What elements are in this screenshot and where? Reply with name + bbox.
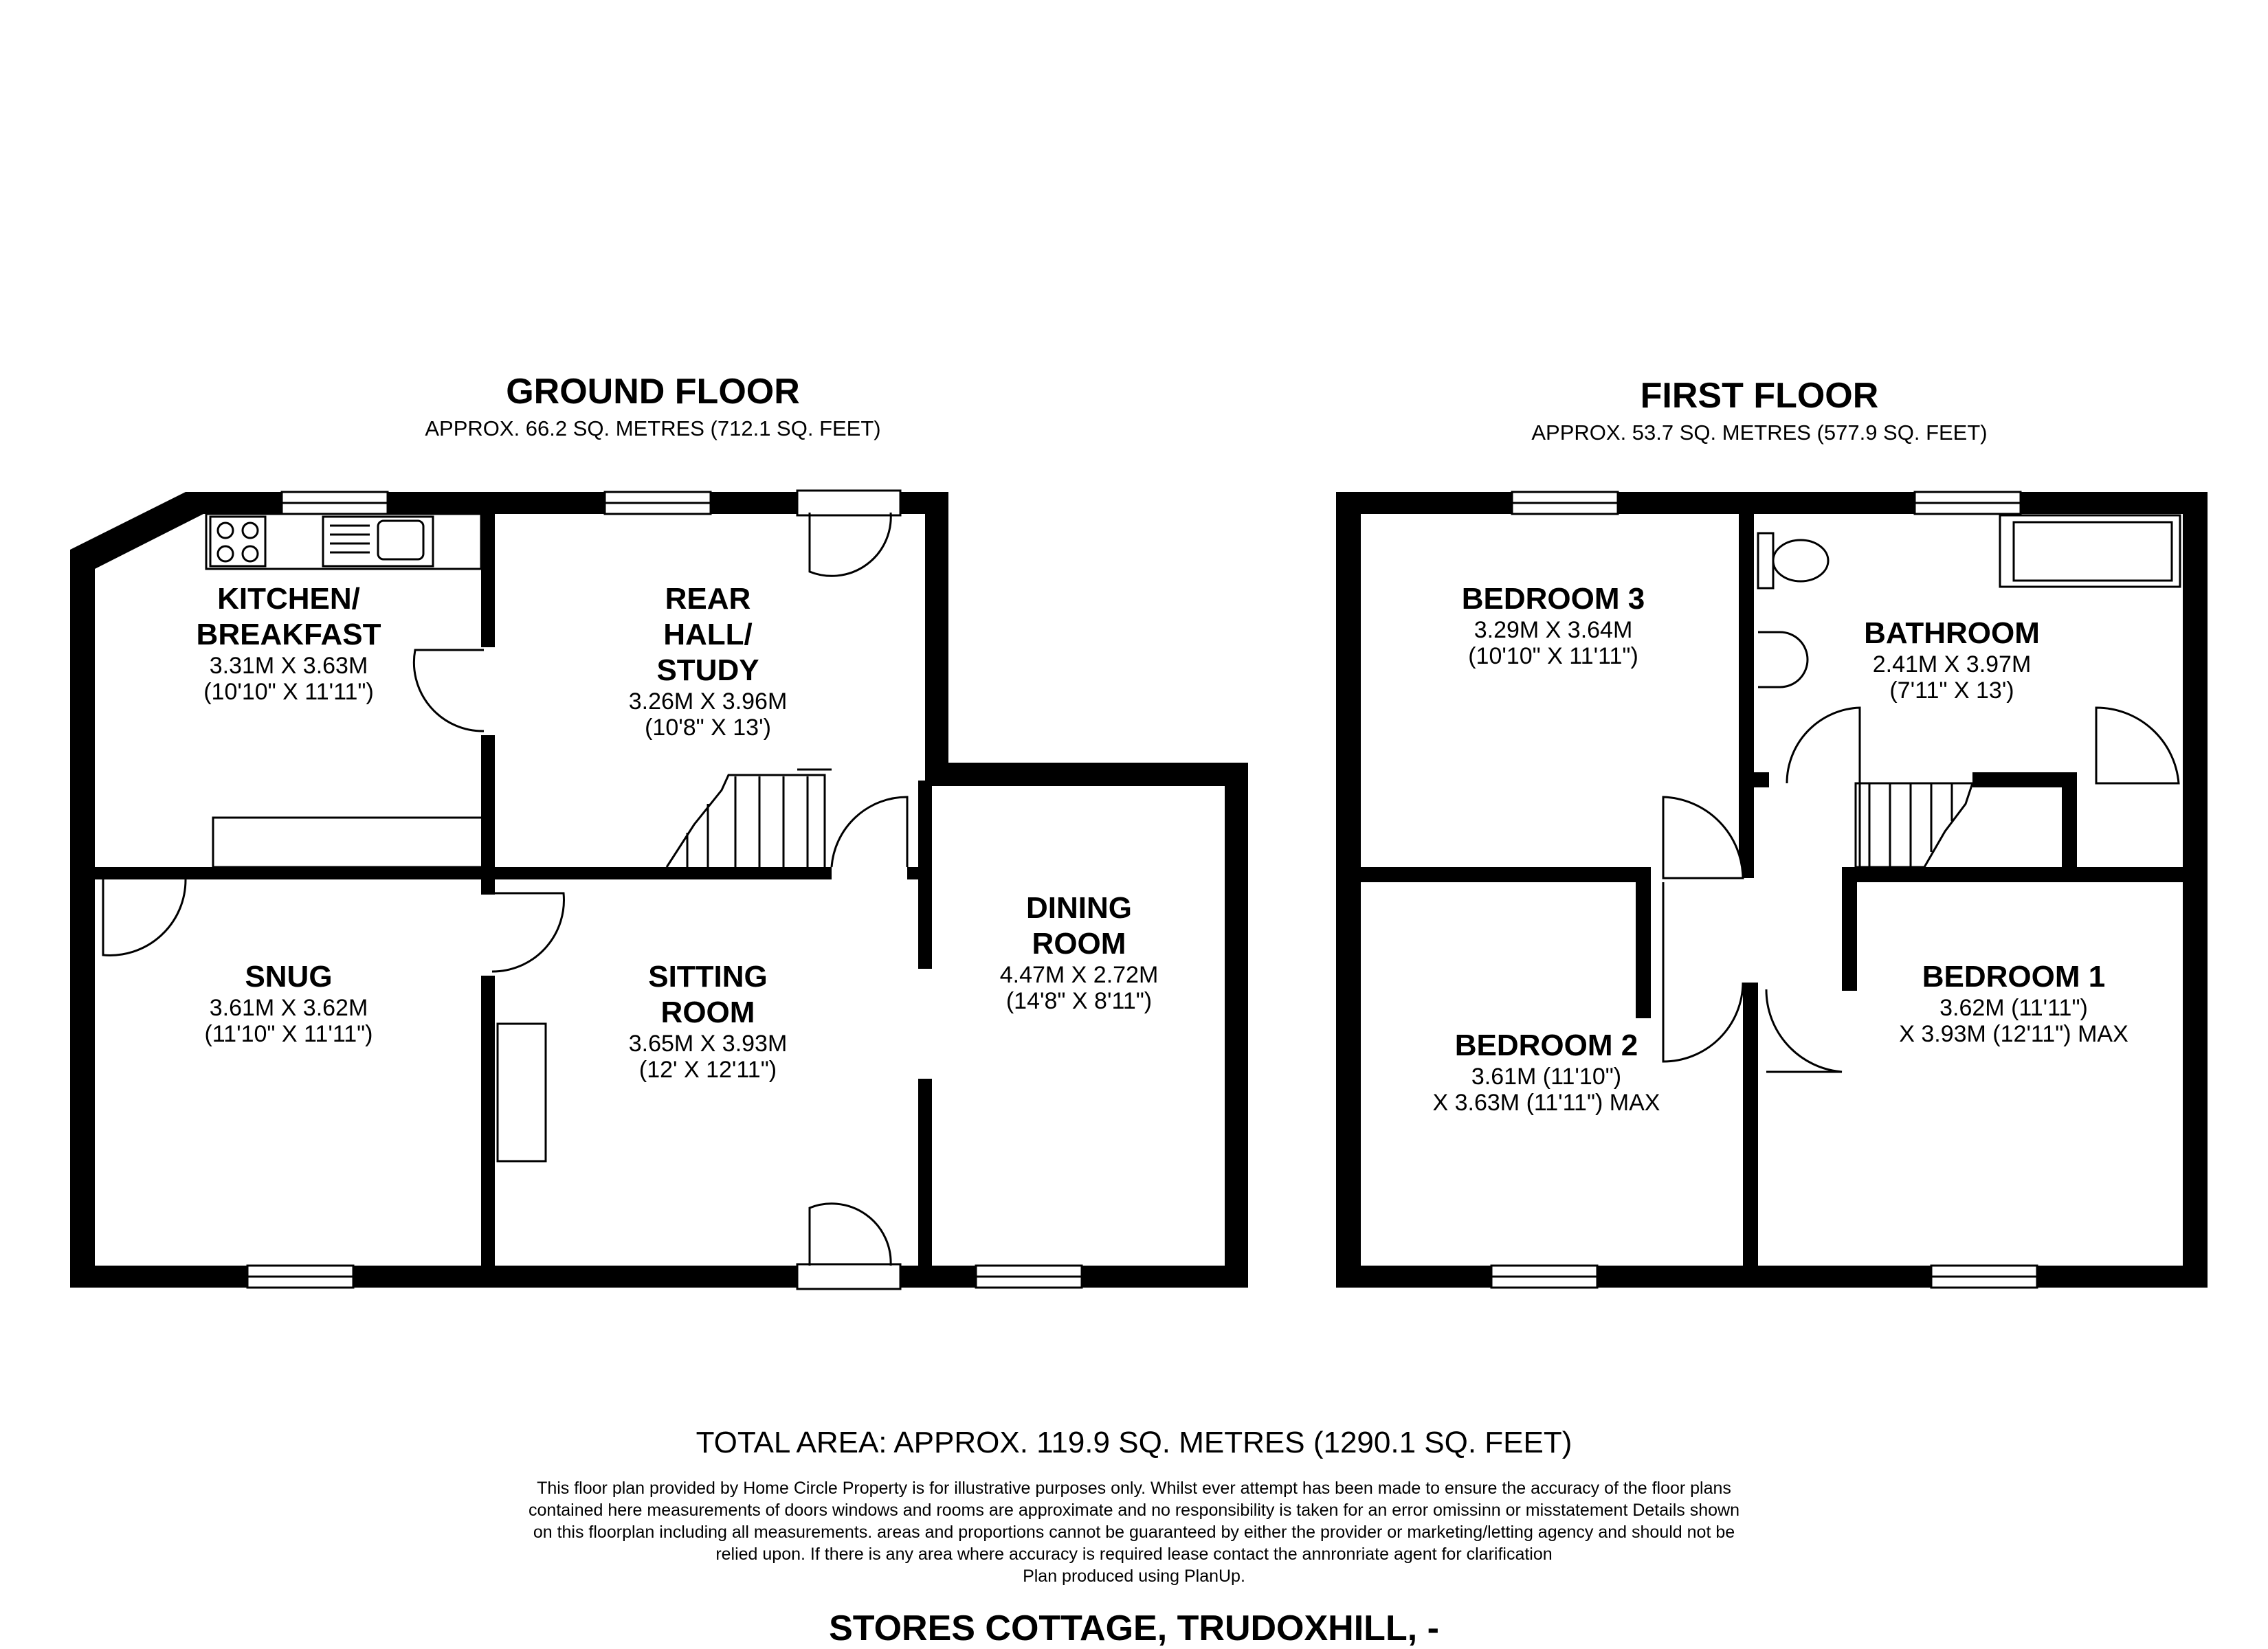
fireplace <box>498 1024 546 1161</box>
room-dimensions: 2.41M X 3.97M <box>1872 651 2032 677</box>
bed1-door-swing <box>1766 989 1842 1072</box>
room-dimensions-imperial: (14'8" X 8'11") <box>1005 988 1153 1014</box>
dining-north-wall <box>925 763 1248 786</box>
room-name-line: BEDROOM 2 <box>1454 1029 1638 1062</box>
ff-east-wall <box>2183 492 2208 1288</box>
room-dimensions-imperial: (10'10" X 11'11") <box>1468 643 1638 669</box>
room-bathroom <box>1814 616 2089 704</box>
bath-door-swing-left <box>1787 708 1860 878</box>
dining-east-wall <box>1225 763 1248 1288</box>
room-name-line: BATHROOM <box>1864 616 2040 650</box>
disclaimer-line: relied upon. If there is any area where accuracy is required lease contact the annronriate agent for clarification <box>715 1545 1553 1564</box>
bath-tub <box>2000 515 2180 587</box>
sitting-door-swing <box>492 893 564 972</box>
room-name-line: HALL/ <box>663 618 753 651</box>
ff-south-wall <box>1336 1266 2208 1288</box>
room-snug <box>144 959 433 1047</box>
bed2-bed1-wall <box>1743 983 1758 1278</box>
sink-bowl <box>378 521 423 559</box>
room-name-line: SNUG <box>245 960 333 994</box>
room-rear-hall-study <box>570 581 845 741</box>
front-door-swing <box>810 1204 891 1266</box>
room-dimensions-imperial: (10'8" X 13') <box>645 715 771 741</box>
room-name-line: BEDROOM 3 <box>1461 582 1645 616</box>
room-dimensions: 4.47M X 2.72M <box>999 962 1159 988</box>
room-dimensions: 3.61M (11'10") <box>1471 1064 1622 1090</box>
room-dimensions: 3.62M (11'11") <box>1939 995 2088 1021</box>
room-name-line: STUDY <box>656 653 759 687</box>
bath-door-swing-right <box>2096 708 2179 783</box>
disclaimer-line: This floor plan provided by Home Circle Property is for illustrative purposes only. Whilst ever attempt has been made to ensure the accuracy of the floor plans <box>537 1479 1731 1498</box>
room-name-line: BEDROOM 1 <box>1922 960 2106 994</box>
rear-door-gap <box>797 491 900 515</box>
ff-north-wall <box>1336 492 2208 514</box>
room-bedroom-3 <box>1409 581 1698 669</box>
room-name-line: ROOM <box>660 996 755 1029</box>
snug-sitting-wall-lower <box>481 976 495 1278</box>
stair-top-wall <box>1972 772 2076 787</box>
bath-lower-wall-left <box>1754 772 1769 787</box>
disclaimer-line: on this floorplan including all measurements. areas and proportions cannot be guaranteed by either the provider or marketing/letting agency and should not be <box>533 1523 1735 1542</box>
dining-west-wall-lower <box>918 1079 932 1278</box>
room-name-line: REAR <box>665 582 751 616</box>
room-dimensions: 3.29M X 3.64M <box>1474 617 1633 643</box>
property-address: STORES COTTAGE, TRUDOXHILL, - <box>829 1608 1439 1648</box>
room-dimensions-imperial: (10'10" X 11'11") <box>203 679 374 705</box>
ff-west-wall <box>1336 492 1361 1288</box>
first-floor-area: APPROX. 53.7 SQ. METRES (577.9 SQ. FEET) <box>1531 420 1988 445</box>
room-kitchen <box>151 581 426 705</box>
toilet-cistern <box>1758 533 1773 588</box>
room-dimensions: 3.31M X 3.63M <box>209 653 368 679</box>
disclaimer <box>344 1477 1924 1587</box>
ground-stairs <box>667 775 825 867</box>
room-dimensions-imperial: (11'10" X 11'11") <box>204 1021 373 1047</box>
snug-door-swing <box>103 879 186 955</box>
room-name-line: SITTING <box>648 960 768 994</box>
room-dimensions: 3.26M X 3.96M <box>628 688 788 715</box>
stair-right-wall <box>2062 772 2077 875</box>
bed1-hall-wall <box>1842 867 1857 991</box>
disclaimer-line: contained here measurements of doors windows and rooms are approximate and no responsibility is taken for an error omissinn or misstatement Details shown <box>529 1501 1739 1520</box>
rear-door-swing <box>810 513 891 576</box>
room-name-line: DINING <box>1026 891 1132 925</box>
room-dimensions: 3.61M X 3.62M <box>209 995 368 1021</box>
east-wall-upper <box>925 492 948 781</box>
room-dimensions-imperial: (12' X 12'11") <box>638 1057 777 1083</box>
disclaimer-line: Plan produced using PlanUp. <box>1023 1567 1245 1586</box>
middle-wall-mid <box>186 867 832 879</box>
kitchen-worktop <box>213 818 482 867</box>
bed1-north-wall <box>1842 867 2192 882</box>
hall-sitting-door-swing <box>832 797 907 867</box>
room-bedroom-2 <box>1375 1028 1718 1116</box>
toilet-bowl <box>1773 540 1828 581</box>
ground-floor-area: APPROX. 66.2 SQ. METRES (712.1 SQ. FEET) <box>425 416 881 440</box>
room-name-line: BREAKFAST <box>196 618 381 651</box>
bed3-bed2-wall <box>1361 867 1649 882</box>
bed3-door-swing <box>1663 797 1743 878</box>
room-dimensions-imperial: X 3.63M (11'11") MAX <box>1432 1090 1660 1116</box>
bed2-hall-wall <box>1636 867 1651 1018</box>
room-dimensions: 3.65M X 3.93M <box>628 1031 788 1057</box>
dining-west-wall-upper <box>918 781 932 969</box>
room-name-line: KITCHEN/ <box>217 582 360 616</box>
bed3-bath-wall <box>1739 514 1754 878</box>
total-area: TOTAL AREA: APPROX. 119.9 SQ. METRES (1290.1 SQ. FEET) <box>696 1426 1572 1459</box>
room-dining <box>942 890 1216 1014</box>
first-floor-title: FIRST FLOOR <box>1640 376 1879 416</box>
first-stairs <box>1856 783 1972 867</box>
ground-floor-title: GROUND FLOOR <box>506 372 800 412</box>
room-name-line: ROOM <box>1032 927 1126 961</box>
room-dimensions-imperial: X 3.93M (12'11") MAX <box>1899 1021 2128 1047</box>
front-door-gap <box>797 1264 900 1289</box>
room-bedroom-1 <box>1856 959 2172 1047</box>
room-dimensions-imperial: (7'11" X 13') <box>1889 677 2014 704</box>
basin <box>1758 632 1808 687</box>
room-sitting <box>570 959 845 1083</box>
kitchen-hall-wall <box>481 513 495 647</box>
